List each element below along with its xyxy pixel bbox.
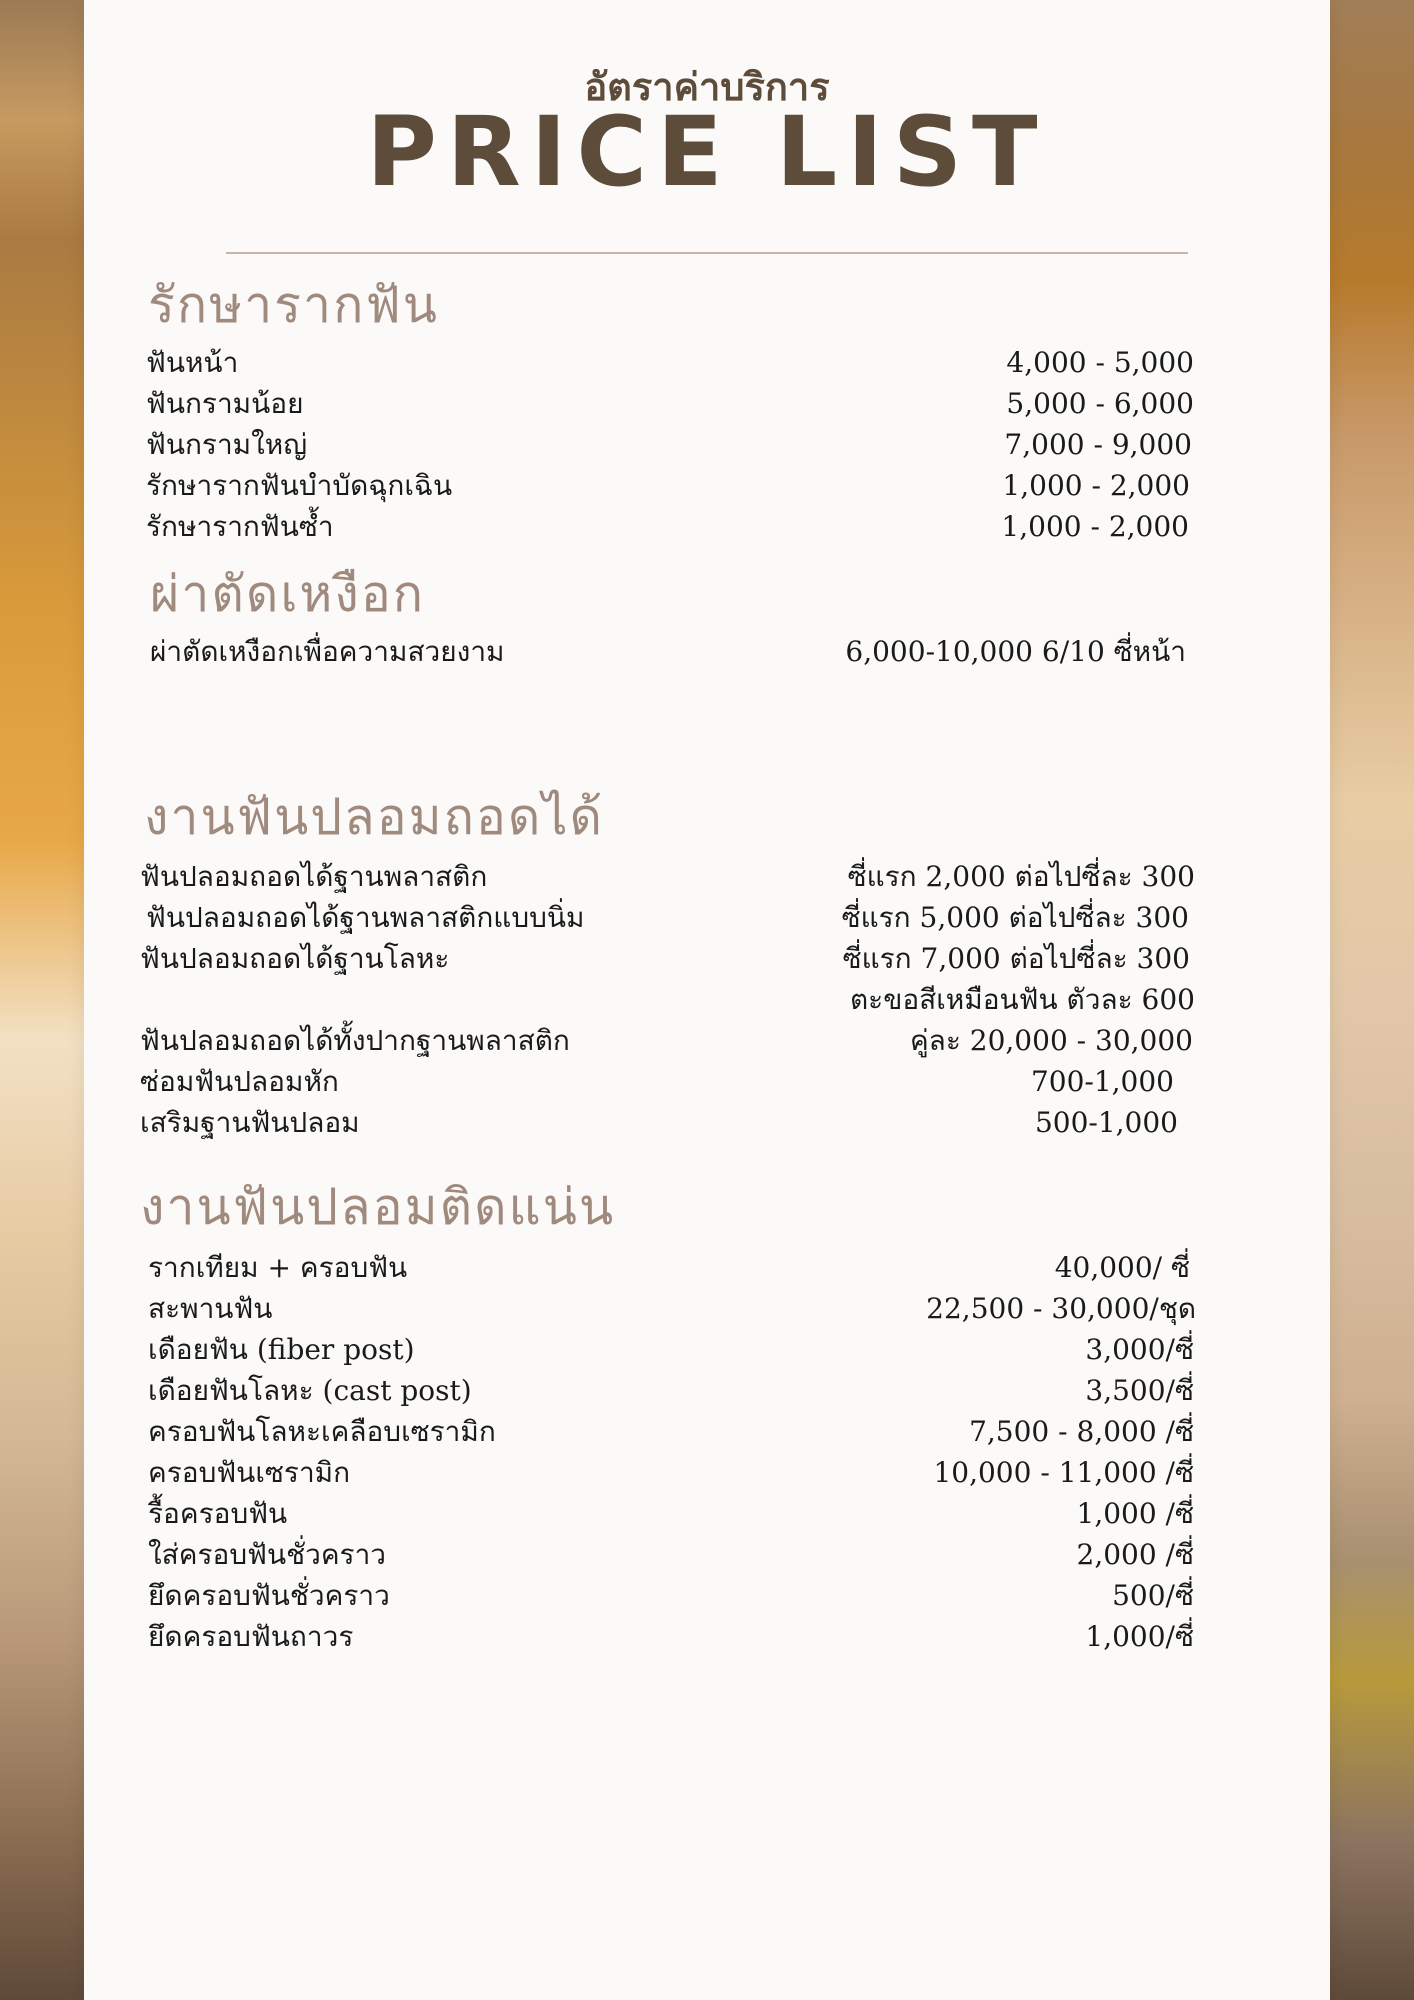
item-name: ครอบฟันเซรามิก — [148, 1456, 351, 1489]
item-price: 5,000 - 6,000 — [1006, 387, 1194, 420]
item-price: 1,000 /ซี่ — [1076, 1497, 1194, 1530]
item-name: ยึดครอบฟันชั่วคราว — [148, 1579, 390, 1612]
list-item — [146, 898, 1189, 938]
item-name: ฟันหน้า — [146, 346, 239, 379]
section-heading-removable-dentures: งานฟันปลอมถอดได้ — [144, 788, 605, 846]
item-price: 500-1,000 — [1034, 1106, 1178, 1139]
item-name: รื้อครอบฟัน — [148, 1497, 288, 1530]
item-name: ครอบฟันโลหะเคลือบเซรามิก — [148, 1415, 496, 1448]
list-item — [148, 1289, 1196, 1329]
item-price: 3,500/ซี่ — [1085, 1374, 1194, 1407]
item-price: 2,000 /ซี่ — [1076, 1538, 1194, 1571]
list-item — [140, 1103, 1178, 1143]
list-item — [146, 384, 1194, 424]
item-price: 6,000-10,000 6/10 ซี่หน้า — [845, 635, 1186, 668]
item-price: 7,500 - 8,000 /ซี่ — [969, 1415, 1194, 1448]
list-item — [140, 1062, 1174, 1102]
background-left — [0, 0, 84, 2000]
item-name: ฟันกรามน้อย — [146, 387, 304, 420]
background-right — [1330, 0, 1414, 2000]
item-name: เดือยฟันโลหะ (cast post) — [148, 1374, 472, 1407]
item-price: 1,000/ซี่ — [1085, 1620, 1194, 1653]
divider — [226, 252, 1188, 254]
item-price: 1,000 - 2,000 — [1001, 510, 1189, 543]
list-item — [148, 1576, 1194, 1616]
list-item — [146, 466, 1190, 506]
subtitle: อัตราค่าบริการ — [584, 65, 830, 109]
item-name: เดือยฟัน (fiber post) — [148, 1333, 415, 1366]
item-name: ใส่ครอบฟันชั่วคราว — [148, 1538, 387, 1571]
item-name: ฟันกรามใหญ่ — [146, 428, 308, 461]
item-name: ฟันปลอมถอดได้ฐานพลาสติก — [140, 860, 488, 893]
item-price: 1,000 - 2,000 — [1002, 469, 1190, 502]
item-price: 500/ซี่ — [1112, 1579, 1194, 1612]
item-name: ผ่าตัดเหงือกเพื่อความสวยงาม — [150, 635, 505, 668]
list-item — [148, 1371, 1194, 1411]
item-name: รักษารากฟันซ้ำ — [146, 510, 334, 543]
section-items-removable-dentures — [140, 857, 1195, 1147]
list-item — [140, 857, 1195, 897]
item-name: รักษารากฟันบำบัดฉุกเฉิน — [146, 469, 453, 502]
list-item — [148, 1494, 1194, 1534]
item-price: 40,000/ ซี่ — [1054, 1251, 1190, 1284]
list-item — [148, 1453, 1194, 1493]
item-name: ซ่อมฟันปลอมหัก — [140, 1065, 339, 1098]
item-name: ฟันปลอมถอดได้ฐานพลาสติกแบบนิ่ม — [146, 901, 585, 934]
item-name: ฟันปลอมถอดได้ฐานโลหะ — [140, 942, 450, 975]
list-item — [148, 1617, 1194, 1657]
item-price: 22,500 - 30,000/ชุด — [926, 1292, 1196, 1325]
item-price: ตะขอสีเหมือนฟัน ตัวละ 600 — [849, 983, 1195, 1016]
item-name: เสริมฐานฟันปลอม — [140, 1106, 360, 1139]
item-price: 4,000 - 5,000 — [1006, 346, 1194, 379]
list-item — [148, 1535, 1194, 1575]
list-item — [146, 343, 1194, 383]
section-heading-gum-surgery: ผ่าตัดเหงือก — [150, 565, 426, 623]
section-heading-fixed-dentures: งานฟันปลอมติดแน่น — [140, 1178, 616, 1236]
page-title: PRICE LIST — [366, 96, 1048, 208]
item-name: ยึดครอบฟันถาวร — [148, 1620, 354, 1653]
list-item — [146, 507, 1189, 547]
section-items-root-canal — [146, 343, 1194, 548]
list-item — [148, 1248, 1190, 1288]
item-price: ซี่แรก 7,000 ต่อไปซี่ละ 300 — [842, 942, 1190, 975]
list-item — [148, 1412, 1194, 1452]
list-item — [140, 1021, 1193, 1061]
section-items-fixed-dentures — [148, 1248, 1196, 1658]
list-item — [150, 632, 1186, 672]
list-item — [146, 425, 1192, 465]
item-price: ซี่แรก 5,000 ต่อไปซี่ละ 300 — [841, 901, 1189, 934]
list-item — [140, 980, 1195, 1020]
list-item — [140, 939, 1190, 979]
list-item — [148, 1330, 1194, 1370]
item-name: รากเทียม + ครอบฟัน — [148, 1251, 408, 1284]
item-price: คู่ละ 20,000 - 30,000 — [909, 1024, 1193, 1057]
item-name: สะพานฟัน — [148, 1292, 273, 1325]
item-price: 3,000/ซี่ — [1085, 1333, 1194, 1366]
item-name: ฟันปลอมถอดได้ทั้งปากฐานพลาสติก — [140, 1024, 570, 1057]
item-price: 7,000 - 9,000 — [1004, 428, 1192, 461]
item-price: ซี่แรก 2,000 ต่อไปซี่ละ 300 — [847, 860, 1195, 893]
price-list-sheet — [84, 0, 1330, 2000]
section-heading-root-canal: รักษารากฟัน — [148, 276, 439, 334]
item-price: 10,000 - 11,000 /ซี่ — [933, 1456, 1194, 1489]
item-price: 700-1,000 — [1030, 1065, 1174, 1098]
